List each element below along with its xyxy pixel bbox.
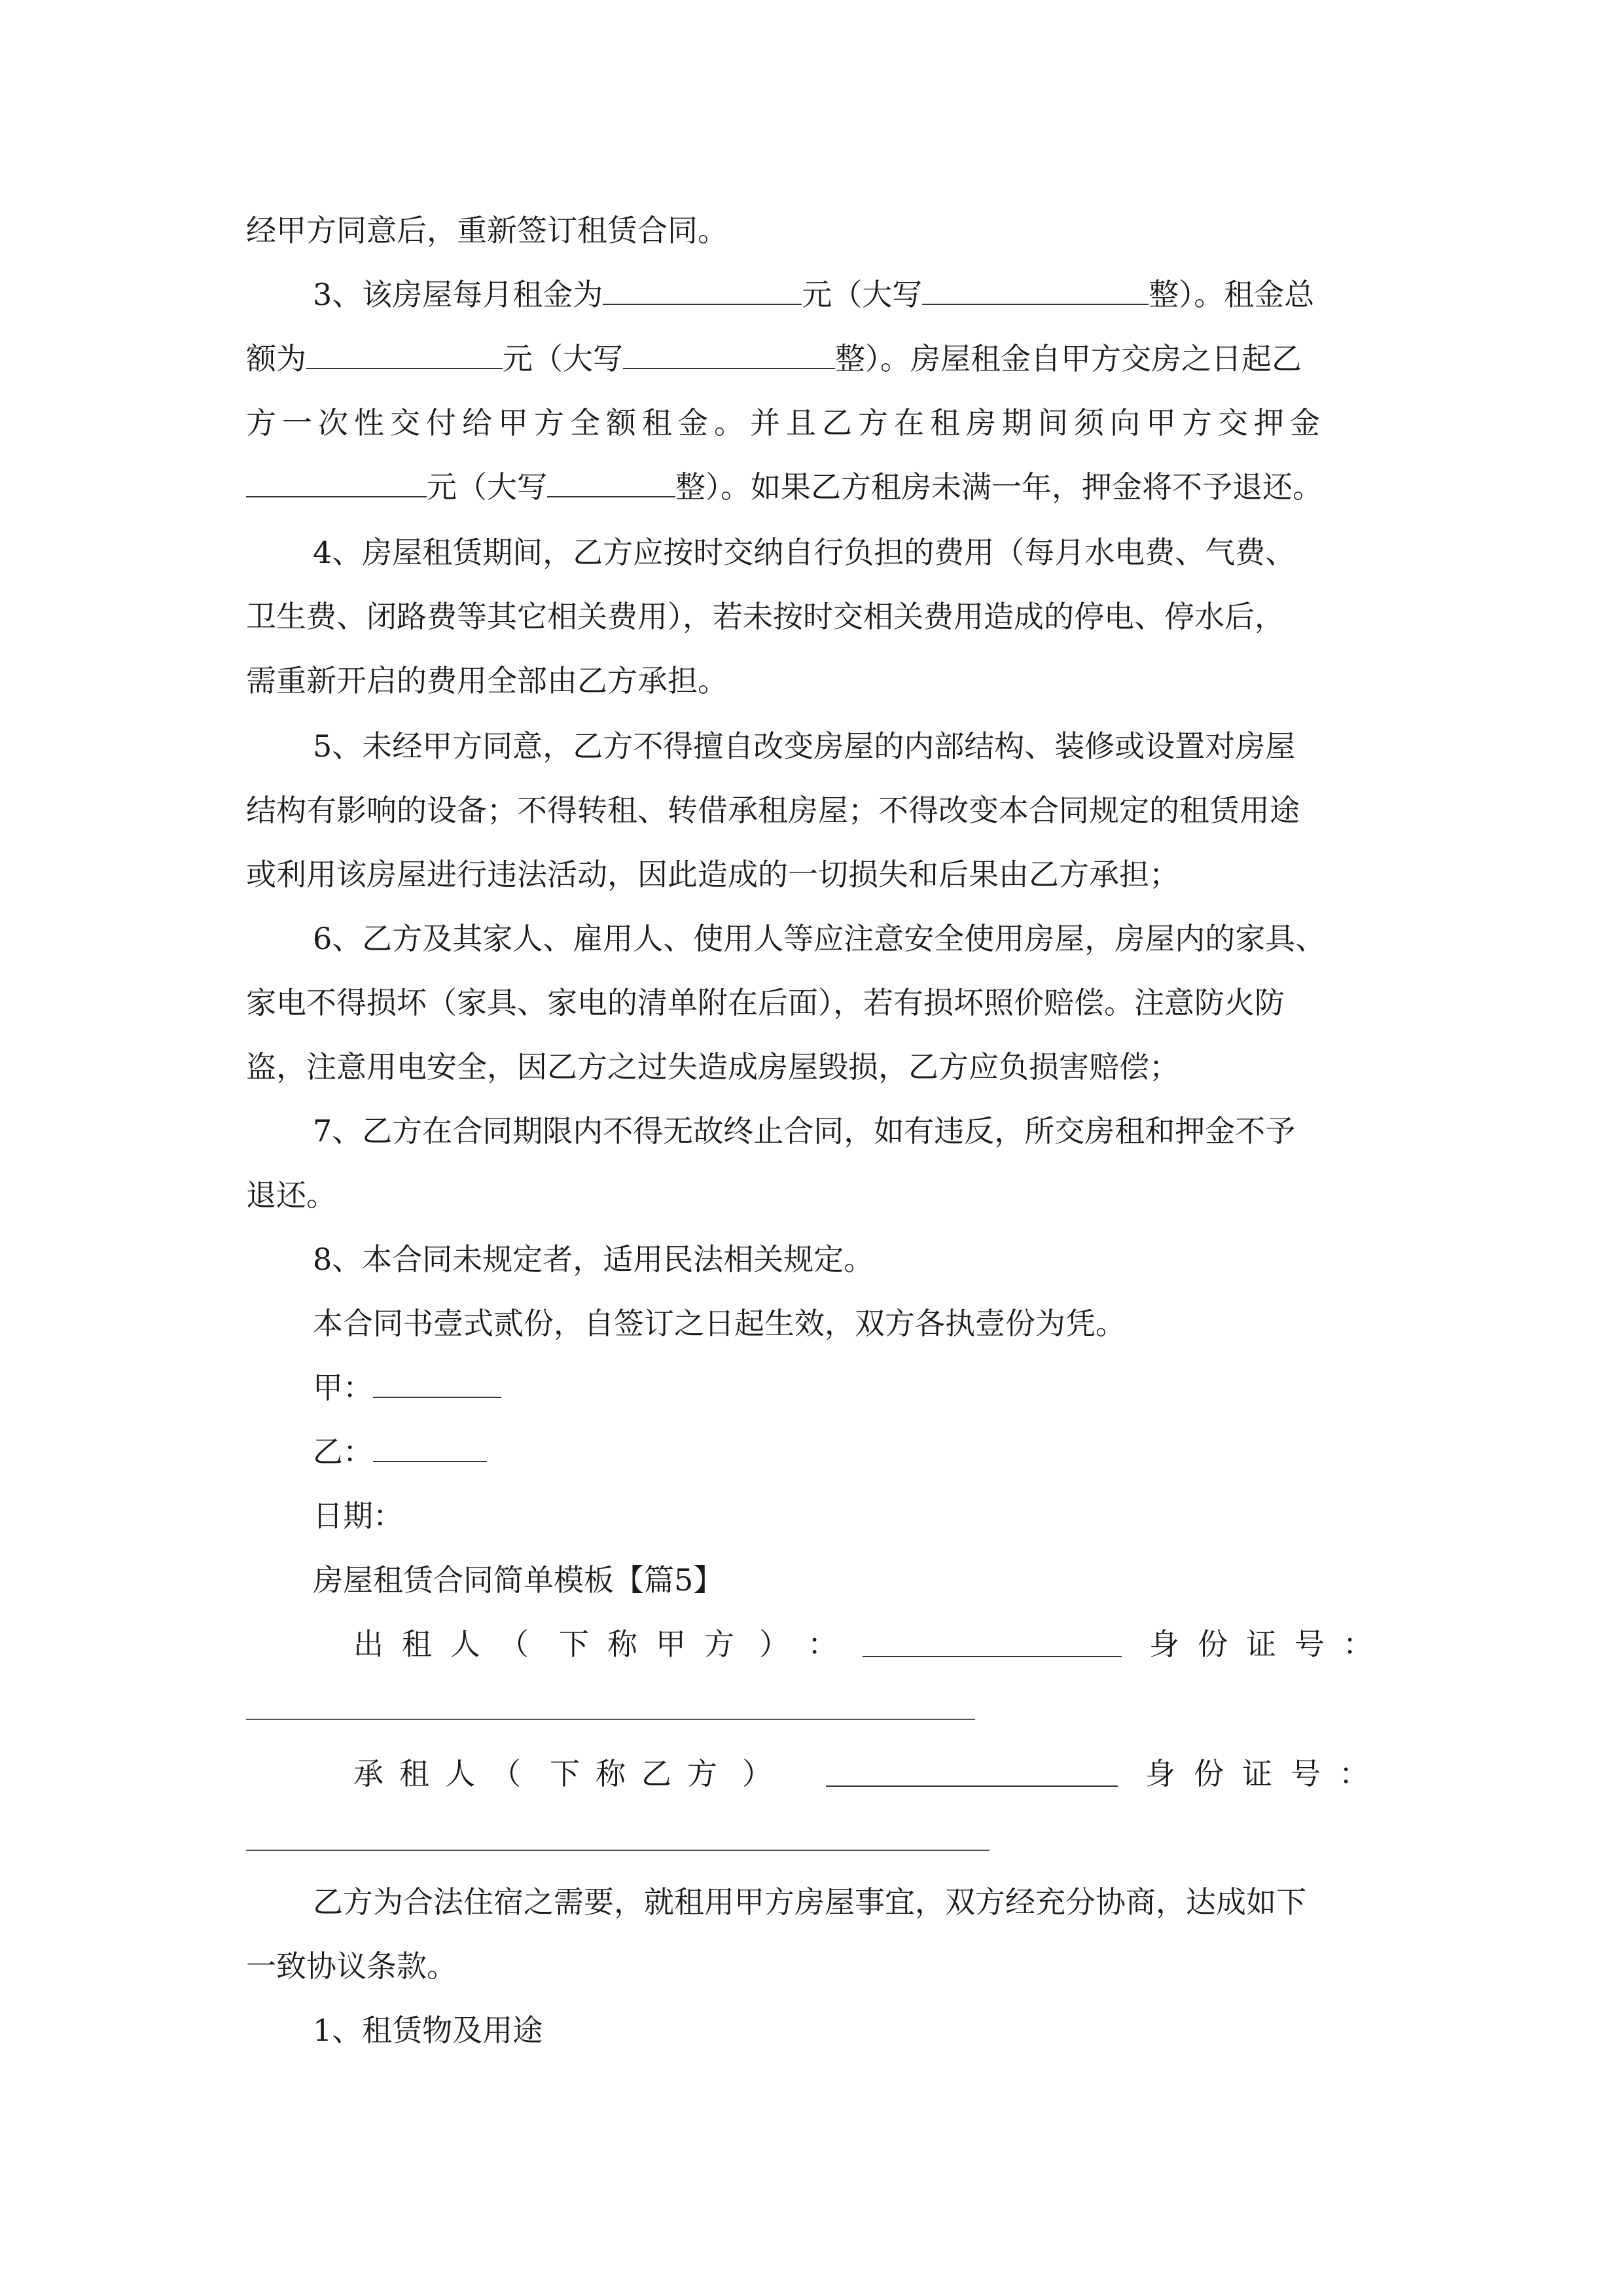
text: 7、乙方在合同期限内不得无故终止合同，如有违反，所交房租和押金不予 [313, 1113, 1296, 1149]
total-rent-blank [306, 343, 503, 369]
text: 一致协议条款。 [246, 1948, 457, 1984]
fees-clause-line-1 [313, 533, 1295, 572]
text: 盗，注意用电安全，因乙方之过失造成房屋毁损，乙方应负损害赔偿； [246, 1049, 1179, 1085]
lessee-name-blank [826, 1761, 1118, 1787]
char: 下 [550, 1756, 580, 1791]
char: （ [491, 1756, 521, 1791]
text: 结构有影响的设备；不得转租、转借承租房屋；不得改变本合同规定的租赁用途 [246, 793, 1300, 828]
text: 6、乙方及其家人、雇用人、使用人等应注意安全使用房屋，房屋内的家具、 [313, 921, 1326, 956]
char: 下 [559, 1626, 589, 1662]
text: 整）。房屋租金自甲方交房之日起乙 [835, 341, 1302, 376]
text: 退还。 [246, 1177, 336, 1213]
intro-line-1 [313, 1882, 1306, 1922]
total-rent-words-blank [623, 343, 835, 369]
char: 身 [1145, 1756, 1175, 1791]
section-title [313, 1560, 723, 1600]
text: 元（大写 [503, 341, 623, 376]
termination-clause-line-1 [313, 1111, 1295, 1151]
copies-statement [313, 1304, 1126, 1343]
safety-clause-line-1 [313, 919, 1325, 958]
structure-clause-line-1 [313, 726, 1295, 766]
clause-8 [313, 1240, 874, 1279]
char: 人 [445, 1756, 475, 1791]
char: 称 [607, 1626, 637, 1662]
char: 份 [1198, 1626, 1228, 1662]
monthly-rent-blank [603, 279, 802, 305]
intro-line-2 [246, 1946, 457, 1986]
paragraph-continuation [246, 211, 728, 250]
rent-clause-line-4 [246, 467, 1323, 507]
char: 身 [1149, 1626, 1179, 1662]
rent-clause-line-2 [246, 339, 1302, 378]
char: 租 [402, 1626, 432, 1662]
text: 方一次性交付给甲方全额租金。并且乙方在租房期间须向甲方交押金 [246, 405, 1326, 440]
text: 整）。租金总 [1149, 277, 1315, 312]
char: （ [499, 1626, 529, 1662]
text: 元（大写 [427, 469, 547, 505]
text: 经甲方同意后，重新签订租赁合同。 [246, 213, 728, 248]
char: ： [1343, 1626, 1373, 1662]
party-b-label: 乙： [313, 1434, 373, 1469]
char: 方 [687, 1756, 717, 1791]
text: 卫生费、闭路费等其它相关费用），若未按时交相关费用造成的停电、停水后， [246, 599, 1285, 634]
char: 出 [353, 1626, 383, 1662]
char: ： [808, 1626, 838, 1662]
structure-clause-line-2 [246, 791, 1300, 830]
fees-clause-line-2 [246, 597, 1285, 636]
structure-clause-line-3 [246, 855, 1179, 894]
lessor-id-blank [246, 1719, 975, 1720]
party-b-blank [373, 1436, 487, 1462]
char: ） [759, 1626, 789, 1662]
char: 方 [704, 1626, 734, 1662]
text: 1、租赁物及用途 [313, 2013, 543, 2048]
text: 整）。如果乙方租房未满一年，押金将不予退还。 [675, 469, 1323, 505]
char: 证 [1242, 1756, 1272, 1791]
text: 乙方为合法住宿之需要，就租用甲方房屋事宜，双方经充分协商，达成如下 [313, 1884, 1306, 1920]
char: 人 [450, 1626, 480, 1662]
text: 5、未经甲方同意，乙方不得擅自改变房屋的内部结构、装修或设置对房屋 [313, 728, 1296, 764]
char: ： [1339, 1756, 1369, 1791]
text: 额为 [246, 341, 306, 376]
termination-clause-line-2 [246, 1175, 336, 1215]
monthly-rent-words-blank [922, 279, 1149, 305]
char: 称 [596, 1756, 626, 1791]
rent-clause-line-1 [313, 275, 1314, 314]
text: 本合同书壹式贰份，自签订之日起生效，双方各执壹份为凭。 [313, 1306, 1126, 1341]
text: 8、本合同未规定者，适用民法相关规定。 [313, 1242, 874, 1277]
text: 房屋租赁合同简单模板【篇5】 [313, 1562, 724, 1598]
char: 乙 [641, 1756, 671, 1791]
rent-clause-line-3 [246, 403, 1326, 442]
clause-1-heading [313, 2011, 543, 2050]
text: 3、该房屋每月租金为 [313, 277, 603, 312]
char: ） [742, 1756, 772, 1791]
char: 号 [1291, 1756, 1321, 1791]
char: 证 [1246, 1626, 1276, 1662]
char: 甲 [656, 1626, 686, 1662]
party-a-blank [373, 1372, 501, 1398]
fees-clause-line-3 [246, 661, 728, 700]
char: 份 [1194, 1756, 1224, 1791]
deposit-words-blank [547, 471, 675, 497]
party-a-signature [313, 1368, 501, 1407]
date-label: 日期： [313, 1498, 403, 1534]
text: 家电不得损坏（家具、家电的清单附在后面），若有损坏照价赔偿。注意防火防 [246, 985, 1285, 1020]
char: 租 [399, 1756, 429, 1791]
text: 4、房屋租赁期间，乙方应按时交纳自行负担的费用（每月水电费、气费、 [313, 535, 1296, 570]
text: 或利用该房屋进行违法活动，因此造成的一切损失和后果由乙方承担； [246, 857, 1179, 892]
text: 需重新开启的费用全部由乙方承担。 [246, 663, 728, 698]
safety-clause-line-3 [246, 1047, 1179, 1086]
deposit-blank [246, 471, 427, 497]
char: 承 [353, 1756, 383, 1791]
char: 号 [1294, 1626, 1325, 1662]
party-a-label: 甲： [313, 1370, 373, 1405]
lessor-name-blank [863, 1631, 1122, 1657]
safety-clause-line-2 [246, 983, 1285, 1022]
date-line [313, 1496, 403, 1535]
party-b-signature [313, 1432, 487, 1471]
lessee-id-blank [246, 1850, 990, 1851]
text: 元（大写 [802, 277, 923, 312]
